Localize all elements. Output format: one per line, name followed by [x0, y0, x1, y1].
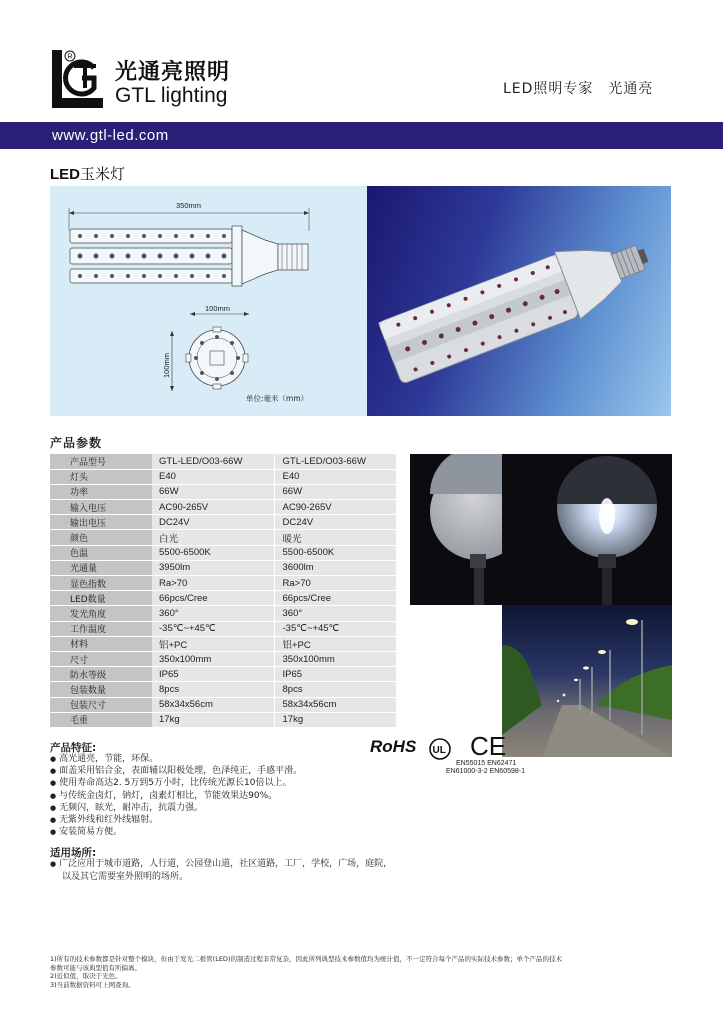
- spec-value-white: 17kg: [152, 712, 274, 727]
- standards-line-2: EN61000-3-2 EN60598-1: [446, 768, 525, 775]
- spec-value-warm: GTL-LED/O03-66W: [274, 454, 396, 469]
- spec-row: [50, 667, 396, 682]
- gtl-logo-icon: [50, 48, 105, 110]
- street-light-photo: [502, 605, 672, 757]
- ce-mark-icon: [470, 732, 506, 758]
- spec-value-warm: Ra>70: [274, 576, 396, 591]
- garden-lamp-photo-2: [502, 454, 672, 605]
- spec-label: 功率: [50, 484, 152, 499]
- spec-label: 产品型号: [50, 454, 152, 469]
- spec-label: 灯头: [50, 469, 152, 484]
- spec-row: [50, 697, 396, 712]
- spec-value-white: -35℃~+45℃: [152, 621, 274, 636]
- width-dimension-label: 100mm: [205, 304, 231, 313]
- spec-label: 显色指数: [50, 576, 152, 591]
- product-title: [50, 163, 125, 184]
- spec-row: [50, 712, 396, 727]
- spec-label: LED数量: [50, 591, 152, 606]
- length-dimension-label: 350mm: [176, 201, 202, 210]
- bullet-icon: ●: [50, 860, 57, 868]
- spec-value-warm: DC24V: [274, 515, 396, 530]
- spec-row: [50, 651, 396, 666]
- feature-item: ● 无频闪，眩光，耐冲击，抗震力强。: [50, 802, 302, 814]
- spec-label: 光通量: [50, 560, 152, 575]
- applications-line-2: 以及其它需要室外照明的场所。: [62, 871, 189, 882]
- spec-row: [50, 636, 396, 651]
- standards-line-1: EN55015 EN62471: [456, 760, 517, 767]
- applications-heading: 适用场所:: [50, 847, 97, 859]
- spec-value-warm: 66W: [274, 484, 396, 499]
- spec-label: 发光角度: [50, 606, 152, 621]
- features-heading: 产品特征:: [50, 742, 97, 754]
- footnote-2: 2)近似值，取决于光色。: [50, 972, 122, 980]
- spec-row: [50, 576, 396, 591]
- svg-text:R: R: [67, 53, 73, 61]
- spec-row: [50, 515, 396, 530]
- spec-row: [50, 469, 396, 484]
- applications-line-1: 广泛应用于城市道路，人行道，公园登山道，社区道路，工厂，学校，广场，庭院，: [59, 859, 393, 869]
- spec-value-white: DC24V: [152, 515, 274, 530]
- spec-label: 包装数量: [50, 682, 152, 697]
- spec-value-warm: 58x34x56cm: [274, 697, 396, 712]
- spec-value-white: 5500-6500K: [152, 545, 274, 560]
- spec-value-warm: 360°: [274, 606, 396, 621]
- footnote-1-continued: 参数可能与该典型值有所偏离。: [50, 963, 141, 972]
- spec-row: [50, 621, 396, 636]
- spec-value-white: AC90-265V: [152, 500, 274, 515]
- feature-item: ● 无紫外线和红外线辐射。: [50, 814, 302, 826]
- spec-value-white: IP65: [152, 667, 274, 682]
- spec-label: 尺寸: [50, 651, 152, 666]
- spec-value-warm: 17kg: [274, 712, 396, 727]
- unit-note: 单位:毫米（mm）: [246, 394, 309, 403]
- footnotes: [50, 955, 680, 989]
- footnote-3: 3)当前数据资料可上网查询。: [50, 980, 135, 989]
- spec-label: 输入电压: [50, 500, 152, 515]
- spec-label: 防水等级: [50, 667, 152, 682]
- specs-heading: 产品参数: [50, 436, 103, 450]
- spec-value-white: 360°: [152, 606, 274, 621]
- spec-value-white: 8pcs: [152, 682, 274, 697]
- specs-table: [50, 454, 396, 728]
- spec-value-white: 白光: [152, 530, 274, 545]
- spec-value-white: 3950lm: [152, 560, 274, 575]
- spec-value-warm: 8pcs: [274, 682, 396, 697]
- spec-value-warm: 暖光: [274, 530, 396, 545]
- feature-item: ● 安装简易方便。: [50, 826, 302, 838]
- spec-row: [50, 682, 396, 697]
- spec-value-warm: 5500-6500K: [274, 545, 396, 560]
- feature-item: ● 高光通亮，节能，环保。: [50, 753, 302, 765]
- garden-lamp-image-2: [502, 454, 672, 605]
- spec-value-white: Ra>70: [152, 576, 274, 591]
- footnote-1: 1)所有的技术参数都是针对整个模块，但由于发光二极管(LED)的制造过程非常复杂，因此所列典型技术参数值均为统计值，不一定符合每个产品的实际技术参数；单个产品的技术: [50, 955, 562, 963]
- feature-item: ● 使用寿命高达2. 5万到5万小时，比传统光源长10倍以上。: [50, 777, 302, 789]
- spec-value-warm: AC90-265V: [274, 500, 396, 515]
- street-light-image: [502, 605, 672, 757]
- spec-value-white: GTL-LED/O03-66W: [152, 454, 274, 469]
- spec-row: [50, 484, 396, 499]
- spec-value-white: E40: [152, 469, 274, 484]
- spec-row: [50, 454, 396, 469]
- height-dimension-label: 100mm: [162, 352, 171, 378]
- garden-lamp-image-1: [410, 454, 502, 605]
- slogan: LED照明专家 光通亮: [503, 81, 654, 97]
- spec-value-warm: -35℃~+45℃: [274, 621, 396, 636]
- technical-drawing: [50, 186, 368, 416]
- spec-value-warm: 350x100mm: [274, 651, 396, 666]
- spec-label: 毛重: [50, 712, 152, 727]
- spec-value-warm: IP65: [274, 667, 396, 682]
- feature-item: ● 面盖采用铝合金，表面辅以阳极处理，色泽纯正，手感平滑。: [50, 765, 302, 777]
- ce-mark-text: CE: [470, 732, 506, 758]
- ul-logo-text: UL: [432, 745, 446, 756]
- spec-row: [50, 530, 396, 545]
- corn-lamp-image: [367, 186, 671, 416]
- garden-lamp-photo-1: [410, 454, 502, 605]
- spec-row: [50, 591, 396, 606]
- spec-value-white: 350x100mm: [152, 651, 274, 666]
- rohs-mark: RoHS: [370, 737, 417, 756]
- brand-name-cn: 光通亮照明: [115, 60, 231, 85]
- spec-label: 工作温度: [50, 621, 152, 636]
- features-list: [50, 753, 302, 838]
- spec-value-warm: E40: [274, 469, 396, 484]
- spec-value-white: 66pcs/Cree: [152, 591, 274, 606]
- lamp-dimension-drawing: [50, 186, 368, 416]
- spec-value-warm: 66pcs/Cree: [274, 591, 396, 606]
- spec-label: 颜色: [50, 530, 152, 545]
- spec-label: 包装尺寸: [50, 697, 152, 712]
- spec-row: [50, 606, 396, 621]
- brand-name-en: GTL lighting: [115, 84, 228, 107]
- spec-value-warm: 铝+PC: [274, 636, 396, 651]
- website-link[interactable]: www.gtl-led.com: [52, 127, 169, 144]
- product-title-suffix: 玉米灯: [80, 165, 126, 183]
- spec-value-white: 58x34x56cm: [152, 697, 274, 712]
- spec-row: [50, 500, 396, 515]
- spec-label: 材料: [50, 636, 152, 651]
- spec-row: [50, 560, 396, 575]
- spec-row: [50, 545, 396, 560]
- spec-label: 输出电压: [50, 515, 152, 530]
- corn-lamp-photo: [367, 186, 671, 416]
- feature-item: ● 与传统金卤灯，钠灯，卤素灯相比，节能效果达90%。: [50, 790, 302, 802]
- ul-logo-icon: [428, 738, 452, 760]
- applications-text: [50, 858, 470, 883]
- spec-label: 色温: [50, 545, 152, 560]
- spec-value-white: 66W: [152, 484, 274, 499]
- spec-value-warm: 3600lm: [274, 560, 396, 575]
- spec-value-white: 铝+PC: [152, 636, 274, 651]
- product-title-prefix: LED: [50, 166, 80, 183]
